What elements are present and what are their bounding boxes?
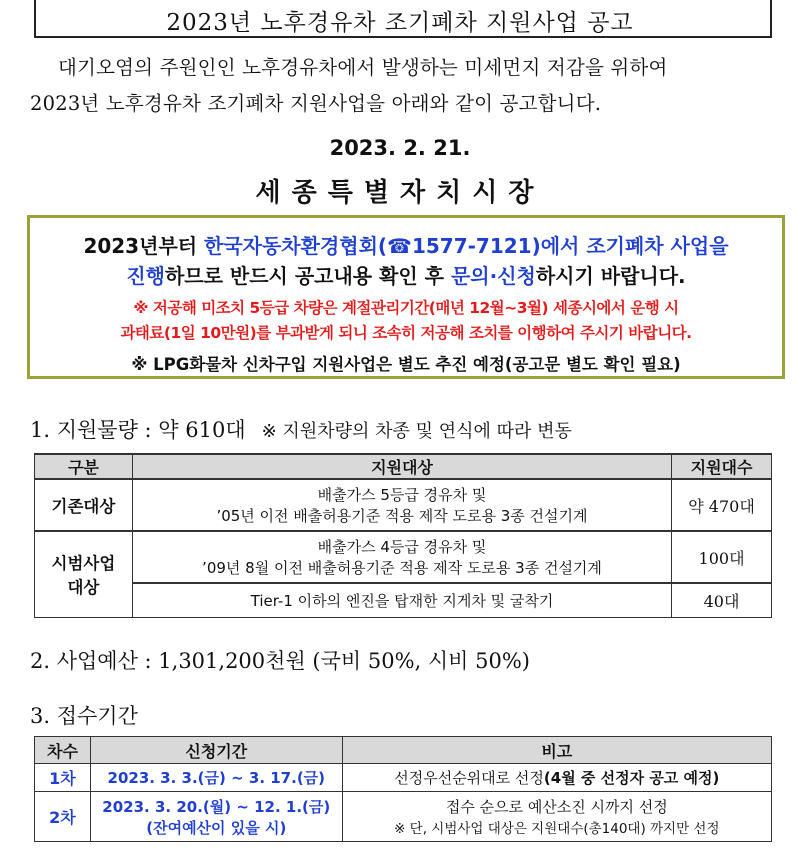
row-category-line-2: 대상 xyxy=(67,578,100,598)
row-category: 기존대상 xyxy=(35,479,133,531)
section-1-heading xyxy=(30,414,572,444)
issuer-name: 세종특별자치시장 xyxy=(255,178,545,208)
row-period: 2023. 3. 3.(금) ~ 3. 17.(금) xyxy=(90,764,342,792)
intro-line-1: 대기오염의 주원인인 노후경유차에서 발생하는 미세먼지 저감을 위하여 xyxy=(58,56,668,79)
announcement-date: 2023. 2. 21. xyxy=(329,136,471,160)
row-remark xyxy=(342,792,771,842)
table-header-row xyxy=(35,737,772,764)
row-target-line-2: ’09년 8월 이전 배출허용기준 적용 제작 도로용 3종 건설기계 xyxy=(202,559,602,577)
column-header-target: 지원대상 xyxy=(132,454,671,479)
table-row xyxy=(35,792,772,842)
row-remark-line-2: ※ 단, 시범사업 대상은 지원대수(총140대) 까지만 선정 xyxy=(394,821,720,837)
notice-line-1-prefix: 2023년부터 xyxy=(83,234,205,258)
column-header-remark: 비고 xyxy=(342,737,771,764)
notice-highlight-proceed: 진행 xyxy=(126,264,165,288)
notice-box xyxy=(27,215,785,379)
section-3-heading: 3. 접수기간 xyxy=(30,704,138,728)
row-remark-plain: 선정우선순위대로 선정 xyxy=(394,769,544,787)
notice-org-contact: 한국자동차환경협회(☎1577-7121)에서 조기폐차 사업을 xyxy=(204,234,729,258)
notice-line-2 xyxy=(30,260,782,289)
support-quantity-table xyxy=(34,453,772,618)
row-count: 100대 xyxy=(672,531,772,583)
intro-line-2: 2023년 노후경유차 조기폐차 지원사업을 아래와 같이 공고합니다. xyxy=(30,92,602,115)
table-row xyxy=(35,764,772,792)
table-row xyxy=(35,583,772,617)
notice-line-2-suffix: 하시기 바랍니다. xyxy=(535,264,686,288)
row-period-line-2: (잔여예산이 있을 시) xyxy=(146,818,287,837)
row-round: 1차 xyxy=(35,764,91,792)
notice-line-1 xyxy=(30,230,782,259)
row-target-line-2: ’05년 이전 배출허용기준 적용 제작 도로용 3종 건설기계 xyxy=(216,507,588,525)
section-1-note: ※ 지원차량의 차종 및 연식에 따라 변동 xyxy=(261,421,572,442)
application-period-table xyxy=(34,736,772,842)
notice-lpg-line: ※ LPG화물차 신차구입 지원사업은 별도 추진 예정(공고문 별도 확인 필요) xyxy=(131,355,681,374)
row-period xyxy=(90,792,342,842)
row-remark-bold: (4월 중 선정자 공고 예정) xyxy=(543,769,720,787)
notice-warning-1: ※ 저공해 미조치 5등급 차량은 계절관리기간(매년 12월~3월) 세종시에서 운행 시 xyxy=(133,299,679,317)
row-category xyxy=(35,531,133,617)
notice-line-2-mid: 하므로 반드시 공고내용 확인 후 xyxy=(164,264,451,288)
table-row xyxy=(35,531,772,583)
table-row xyxy=(35,479,772,531)
column-header-count: 지원대수 xyxy=(672,454,772,479)
row-target-line-1: 배출가스 5등급 경유차 및 xyxy=(317,486,487,504)
column-header-period: 신청기간 xyxy=(90,737,342,764)
section-1-title: 1. 지원물량 : 약 610대 xyxy=(30,418,246,442)
row-target-line-1: 배출가스 4등급 경유차 및 xyxy=(317,538,487,556)
row-remark xyxy=(342,764,771,792)
row-count: 40대 xyxy=(672,583,772,617)
row-remark-line-1: 접수 순으로 예산소진 시까지 선정 xyxy=(445,798,668,816)
column-header-category: 구분 xyxy=(35,454,133,479)
table-header-row xyxy=(35,454,772,479)
row-period-line-1: 2023. 3. 20.(월) ~ 12. 1.(금) xyxy=(102,797,331,816)
page-title: 2023년 노후경유차 조기폐차 지원사업 공고 xyxy=(166,10,634,36)
row-target xyxy=(132,531,671,583)
notice-warning-2: 과태료(1일 10만원)를 부과받게 되니 조속히 저공해 조치를 이행하여 주시기 바랍니다. xyxy=(120,324,692,342)
row-category-line-1: 시범사업 xyxy=(51,554,116,574)
row-round: 2차 xyxy=(35,792,91,842)
row-target: Tier-1 이하의 엔진을 탑재한 지게차 및 굴착기 xyxy=(132,583,671,617)
column-header-round: 차수 xyxy=(35,737,91,764)
notice-highlight-apply: 문의·신청 xyxy=(450,264,536,288)
section-2-heading: 2. 사업예산 : 1,301,200천원 (국비 50%, 시비 50%) xyxy=(30,649,530,673)
row-count: 약 470대 xyxy=(672,479,772,531)
row-target xyxy=(132,479,671,531)
